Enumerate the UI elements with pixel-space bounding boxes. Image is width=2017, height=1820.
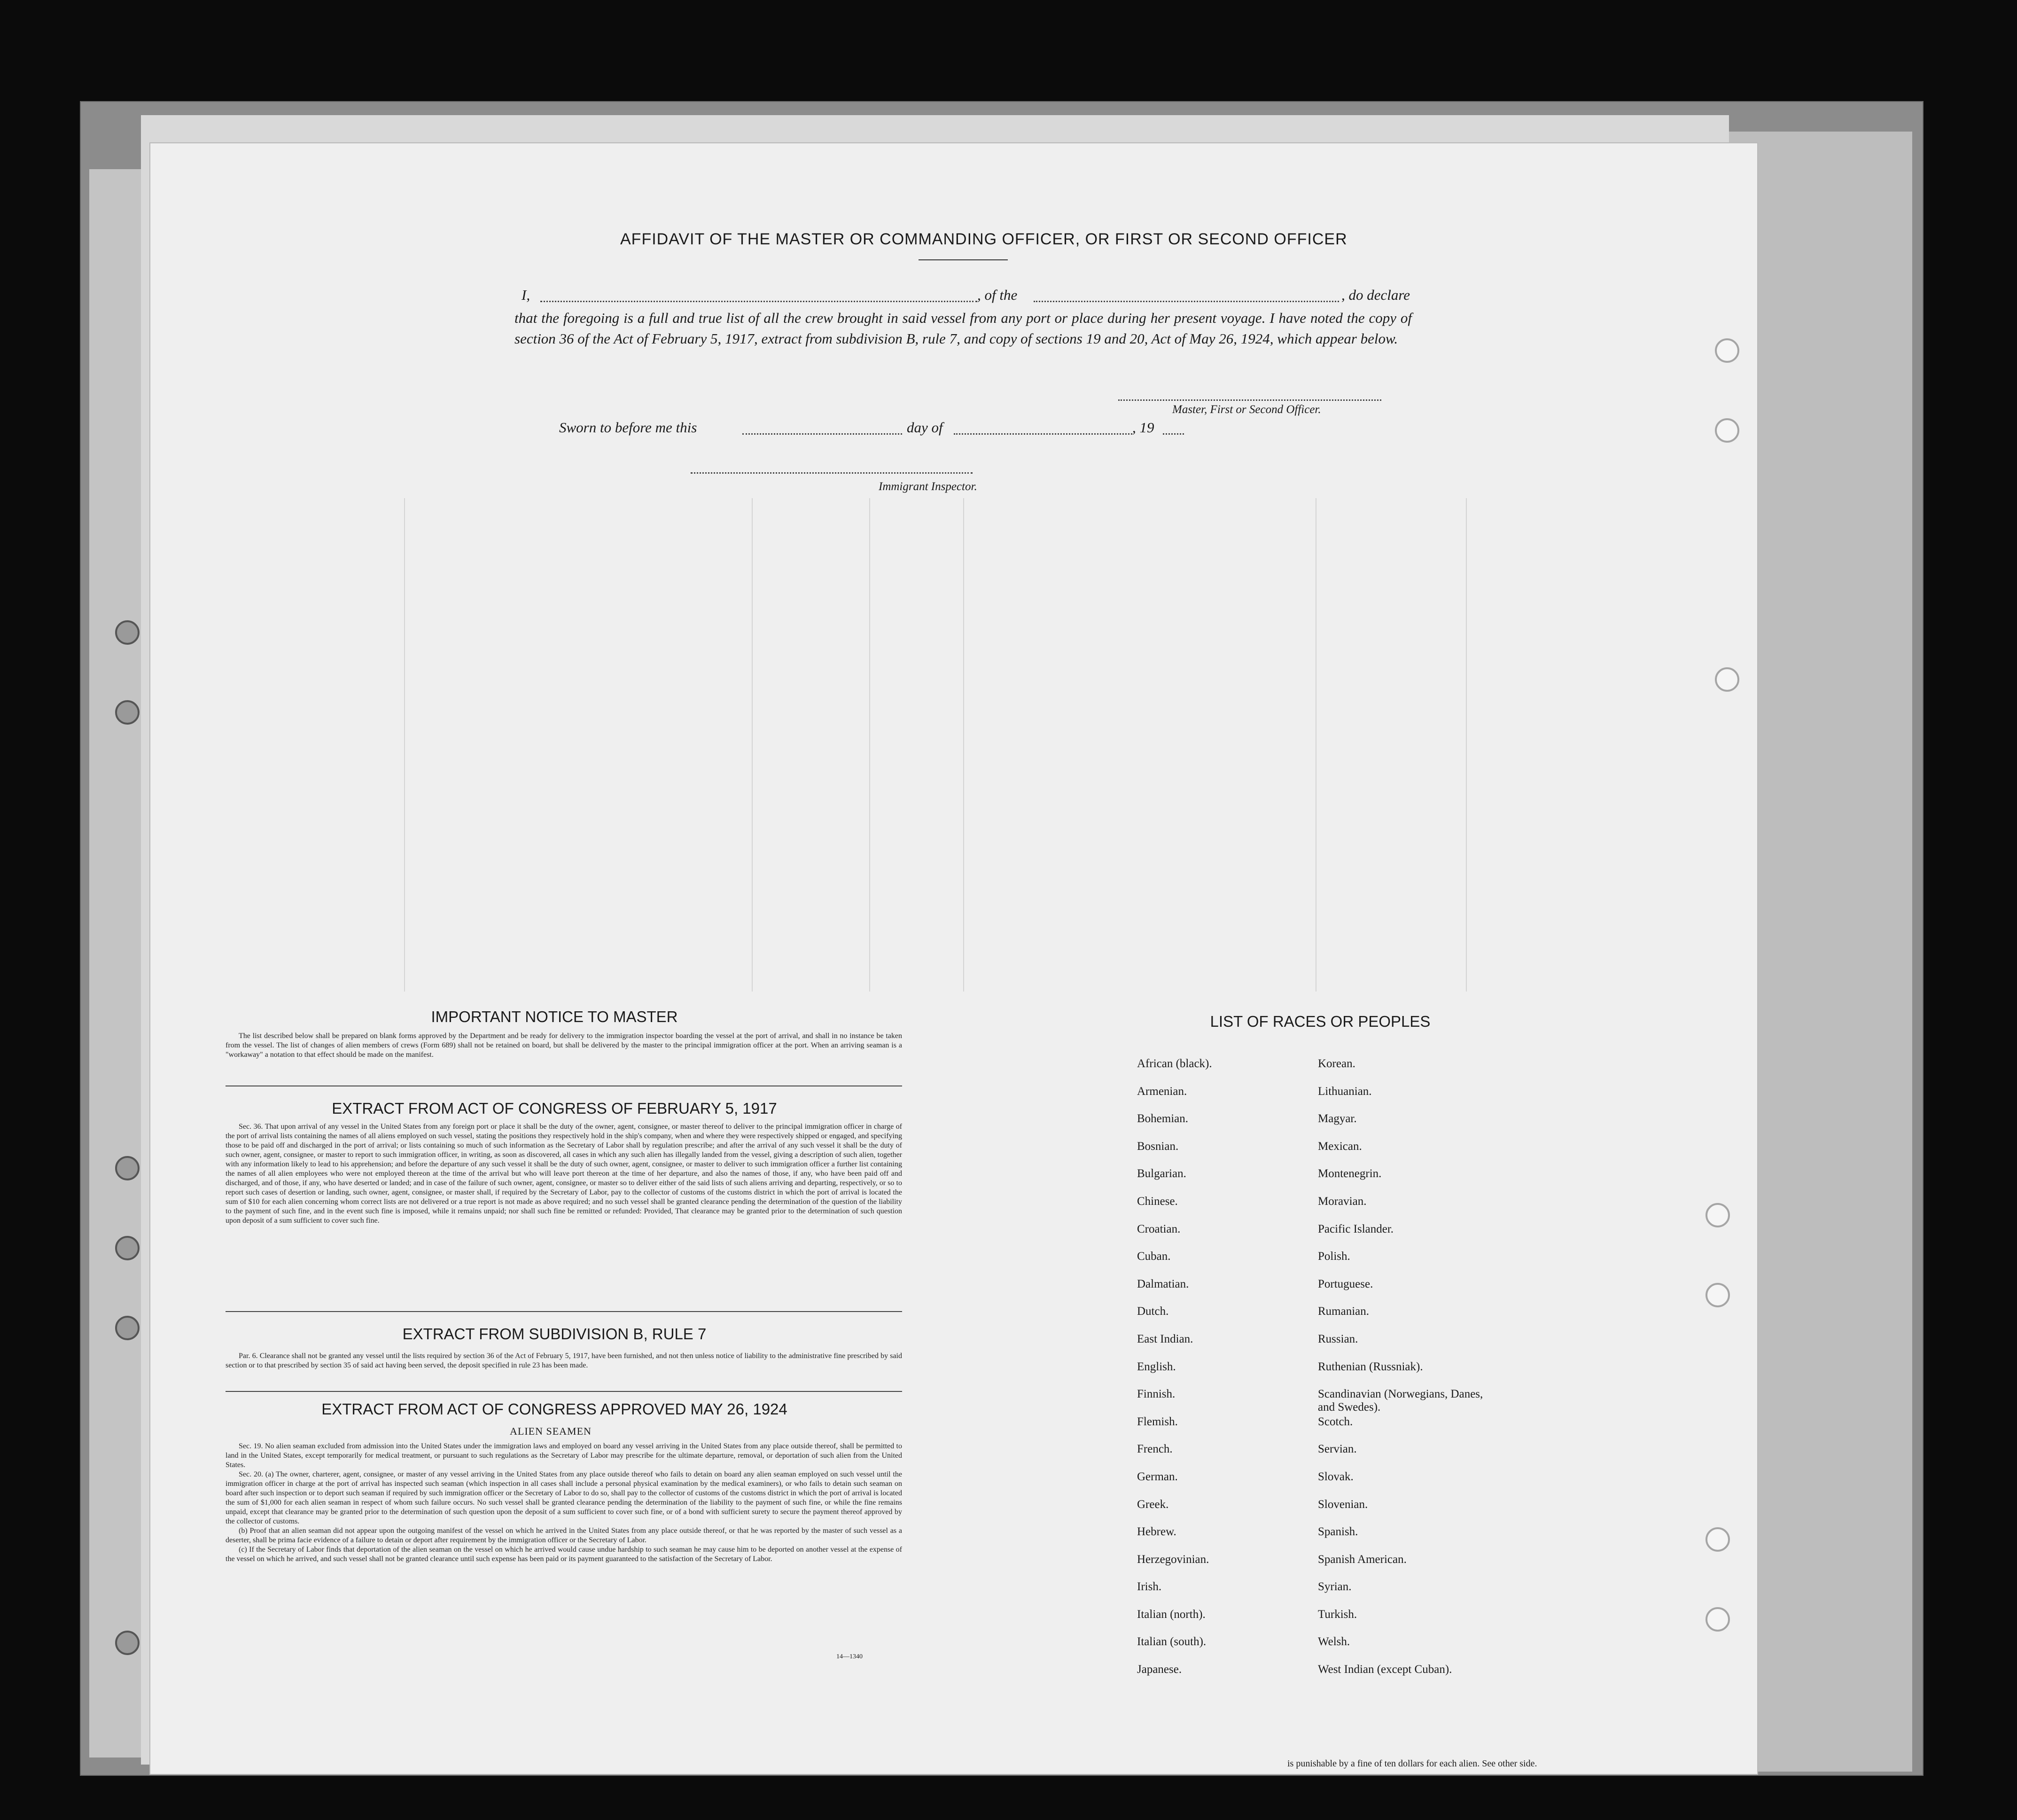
- punch-hole: [1715, 338, 1739, 363]
- punch-hole: [115, 1316, 140, 1340]
- punch-hole: [115, 1236, 140, 1260]
- race-item: Magyar.: [1318, 1112, 1357, 1125]
- bleed-column-line: [1466, 498, 1467, 992]
- race-item: Servian.: [1318, 1443, 1357, 1456]
- punch-hole: [1705, 1203, 1730, 1227]
- race-item: Herzegovinian.: [1137, 1553, 1209, 1566]
- races-title: LIST OF RACES OR PEOPLES: [1210, 1013, 1431, 1030]
- race-item: Finnish.: [1137, 1388, 1176, 1401]
- extract-1924-text: [226, 1442, 902, 1564]
- punch-hole: [1715, 418, 1739, 443]
- punch-hole: [1715, 667, 1739, 692]
- title-rule: [919, 259, 1008, 260]
- declare-prefix: I,: [522, 287, 530, 303]
- races-column-2: [1318, 1057, 1487, 1691]
- vessel-field[interactable]: [1034, 301, 1339, 302]
- sec-20a-paragraph: Sec. 20. (a) The owner, charterer, agent, consignee, or master of any vessel arriving in the United States from any place outside thereof who fails to detain on board any alien seaman employed on such vessel until the immigration officer in charge at the port of arrival has inspected such seaman (which inspection in all cases shall include a personal physical examination by the medical examiners), or who fails to detain such seaman on board after such inspection or to deport such seaman if required by such immigration officer or the Secretary of Labor to do so, shall pay to the collector of customs of the customs district in which the port of arrival is located the sum of $1,000 for each alien seaman in respect of whom such failure occurs. No such vessel shall be granted clearance pending the determination of the liability to the payment of such fine, or while the fine remains unpaid, except that clearance may be granted prior to the determination of such question upon the deposit of a sum sufficient to cover such fine, or of a bond with sufficient surety to secure the payment thereof approved by the collector of customs.: [226, 1470, 902, 1525]
- punch-hole: [115, 1631, 140, 1655]
- notice-text: [226, 1031, 902, 1060]
- sworn-prefix: Sworn to before me this: [559, 419, 697, 436]
- race-item: Cuban.: [1137, 1250, 1171, 1263]
- bleed-column-line: [752, 498, 753, 992]
- punch-hole: [1705, 1527, 1730, 1552]
- race-item: Syrian.: [1318, 1580, 1352, 1593]
- punch-hole: [115, 1156, 140, 1180]
- race-item: Armenian.: [1137, 1085, 1187, 1098]
- race-item: Flemish.: [1137, 1415, 1178, 1428]
- race-item: Polish.: [1318, 1250, 1350, 1263]
- affidavit-body: that the foregoing is a full and true list of all the crew brought in said vessel from any port or place during her present voyage. I have noted the copy of section 36 of the Act of February 5, 1917, extract from subdivision B, rule 7, and copy of sections 19 and 20, Act of May 26, 1924, which appear below.: [514, 310, 1412, 347]
- race-item: Spanish American.: [1318, 1553, 1407, 1566]
- race-item: Ruthenian (Russniak).: [1318, 1360, 1423, 1373]
- race-item: Welsh.: [1318, 1635, 1350, 1648]
- race-item: Croatian.: [1137, 1222, 1181, 1235]
- sworn-year-field[interactable]: [1163, 433, 1184, 435]
- race-item: Bosnian.: [1137, 1140, 1179, 1153]
- punch-hole: [115, 700, 140, 725]
- race-item: Dutch.: [1137, 1305, 1169, 1318]
- race-item: Pacific Islander.: [1318, 1222, 1394, 1235]
- extract-1917-text: [226, 1122, 902, 1226]
- section-rule: [226, 1311, 902, 1312]
- bleed-column-line: [963, 498, 964, 992]
- inspector-label: Immigrant Inspector.: [879, 480, 977, 493]
- par-6-paragraph: Par. 6. Clearance shall not be granted any vessel until the lists required by section 36 of the Act of February 5, 1917, have been furnished, and not then unless notice of liability to the administrative fine prescribed by said section or to that prescribed by section 35 of said act having been served, the deposit specified in rule 23 has been made.: [226, 1352, 902, 1369]
- race-item: Lithuanian.: [1318, 1085, 1372, 1098]
- punch-hole: [115, 620, 140, 645]
- race-item: Moravian.: [1318, 1195, 1367, 1208]
- race-item: French.: [1137, 1443, 1173, 1456]
- punch-hole: [1705, 1607, 1730, 1632]
- race-item: Italian (north).: [1137, 1608, 1206, 1621]
- signature-field[interactable]: [1118, 399, 1381, 401]
- race-item: Montenegrin.: [1318, 1167, 1382, 1180]
- race-item: Irish.: [1137, 1580, 1162, 1593]
- extract-1924-title: EXTRACT FROM ACT OF CONGRESS APPROVED MAY 26, 1924: [321, 1400, 787, 1418]
- race-item: Japanese.: [1137, 1663, 1182, 1676]
- sec-36-paragraph: Sec. 36. That upon arrival of any vessel in the United States from any foreign port or place it shall be the duty of the owner, agent, consignee, or master thereof to deliver to the principal immigration officer in charge of the port of arrival lists containing the names of all aliens employed on such vessel, stating the positions they respectively hold in the ship's company, when and where they were respectively shipped or engaged, and specifying those to be paid off and discharged in the port of arrival; or lists containing so much of such information as the Secretary of Labor shall by regulation prescribe; and after the arrival of any such vessel it shall be the duty of such owner, agent, consignee, or master to report to such immigration officer, in writing, as soon as discovered, all cases in which any such alien has illegally landed from the vessel, giving a description of such alien, together with any information likely to lead to his apprehension; and before the departure of any such vessel it shall be the duty of such owner, agent, consignee, or master to deliver to such immigration officer a further list containing the names of all alien employees who were not employed thereon at the time of the arrival but who will leave port thereon at the time of her departure, and also the names of those, if any, who have been paid off and discharged, and of those, if any, who have deserted or landed; and in case of the failure of such owner, agent, consignee, or master so to deliver either of the said lists of such aliens arriving and departing, respectively, or so to report such cases of desertion or landing, such owner, agent, consignee, or master shall, if required by the Secretary of Labor, pay to the collector of customs of the customs district in which the port of arrival is located the sum of $10 for each alien concerning whom correct lists are not delivered or a true report is not made as above required; and no such vessel shall be granted clearance pending the determination of the question of the liability to the payment of such fine, and in the event such fine is imposed, while it remains unpaid; nor shall such fine be remitted or refunded: Provided, That clearance may be granted prior to the determination of such question upon deposit of a sum sufficient to cover such fine.: [226, 1123, 902, 1225]
- notice-title: IMPORTANT NOTICE TO MASTER: [431, 1008, 678, 1025]
- inspector-signature-field[interactable]: [691, 472, 973, 474]
- race-item: Rumanian.: [1318, 1305, 1370, 1318]
- extract-rule7-text: [226, 1351, 902, 1370]
- punch-hole: [1705, 1283, 1730, 1307]
- races-column-1: [1137, 1057, 1292, 1691]
- race-item: West Indian (except Cuban).: [1318, 1663, 1452, 1676]
- sworn-month-field[interactable]: [954, 433, 1132, 435]
- declare-of-the: , of the: [977, 287, 1018, 303]
- race-item: Spanish.: [1318, 1525, 1358, 1539]
- race-item: Slovak.: [1318, 1470, 1354, 1483]
- alien-seamen-subtitle: ALIEN SEAMEN: [510, 1425, 592, 1437]
- race-item: German.: [1137, 1470, 1178, 1483]
- sworn-day-field[interactable]: [742, 433, 902, 435]
- bleed-column-line: [404, 498, 405, 992]
- sworn-day-label: day of: [907, 419, 943, 436]
- signature-label: Master, First or Second Officer.: [1172, 403, 1321, 416]
- sworn-year-label: , 19: [1132, 419, 1154, 436]
- race-item: Slovenian.: [1318, 1498, 1368, 1511]
- race-item: Scandinavian (Norwegians, Danes, and Swedes).: [1318, 1388, 1483, 1414]
- race-item: Bulgarian.: [1137, 1167, 1186, 1180]
- race-item: Russian.: [1318, 1332, 1358, 1345]
- race-item: Hebrew.: [1137, 1525, 1176, 1539]
- name-field[interactable]: [540, 301, 977, 302]
- race-item: Korean.: [1318, 1057, 1355, 1070]
- extract-rule7-title: EXTRACT FROM SUBDIVISION B, RULE 7: [402, 1325, 707, 1343]
- extract-1917-title: EXTRACT FROM ACT OF CONGRESS OF FEBRUARY 5, 1917: [332, 1100, 777, 1117]
- sec-20c-paragraph: (c) If the Secretary of Labor finds that deportation of the alien seaman on the vessel on which he arrived would cause undue hardship to such seaman he may cause him to be deported on another vessel at the expense of the vessel on which he arrived, and such vessel shall not be granted clearance until such expense has been paid or its payment guaranteed to the satisfaction of the Secretary of Labor.: [226, 1546, 902, 1563]
- bleed-column-line: [869, 498, 870, 992]
- form-number: 14—1340: [836, 1653, 863, 1660]
- affidavit-title: AFFIDAVIT OF THE MASTER OR COMMANDING OFFICER, OR FIRST OR SECOND OFFICER: [620, 230, 1347, 248]
- declare-suffix: , do declare: [1341, 287, 1410, 303]
- race-item: Chinese.: [1137, 1195, 1178, 1208]
- race-item: Bohemian.: [1137, 1112, 1189, 1125]
- notice-paragraph: The list described below shall be prepared on blank forms approved by the Department and be ready for delivery to the immigration inspector boarding the vessel at the port of arrival, and shall in no instance be taken from the vessel. The list of changes of alien members of crews (Form 689) shall not be retained on board, but shall be delivered by the master to the principal immigration officer at the port. When an arriving seaman is a "workaway" a notation to that effect should be made on the manifest.: [226, 1032, 902, 1059]
- race-item: African (black).: [1137, 1057, 1212, 1070]
- race-item: East Indian.: [1137, 1332, 1193, 1345]
- bottom-note: is punishable by a fine of ten dollars for each alien. See other side.: [1287, 1758, 1537, 1769]
- race-item: Scotch.: [1318, 1415, 1353, 1428]
- race-item: Greek.: [1137, 1498, 1169, 1511]
- race-item: Portuguese.: [1318, 1277, 1373, 1290]
- sec-20b-paragraph: (b) Proof that an alien seaman did not appear upon the outgoing manifest of the vessel on which he arrived in the United States from any place outside thereof, or that he was reported by the master of such vessel as a deserter, shall be prima facie evidence of a failure to detain or deport after requirement by the immigration officer or the Secretary of Labor.: [226, 1527, 902, 1544]
- race-item: Mexican.: [1318, 1140, 1362, 1153]
- race-item: Turkish.: [1318, 1608, 1357, 1621]
- race-item: Italian (south).: [1137, 1635, 1207, 1648]
- sec-19-paragraph: Sec. 19. No alien seaman excluded from admission into the United States under the immigration laws and employed on board any vessel arriving in the United States from any place outside thereof, shall be permitted to land in the United States, except temporarily for medical treatment, or pursuant to such regulations as the Secretary of Labor may prescribe for the ultimate departure, removal, or deportation of such alien from the United States.: [226, 1442, 902, 1469]
- race-item: Dalmatian.: [1137, 1277, 1189, 1290]
- race-item: English.: [1137, 1360, 1176, 1373]
- section-rule: [226, 1391, 902, 1392]
